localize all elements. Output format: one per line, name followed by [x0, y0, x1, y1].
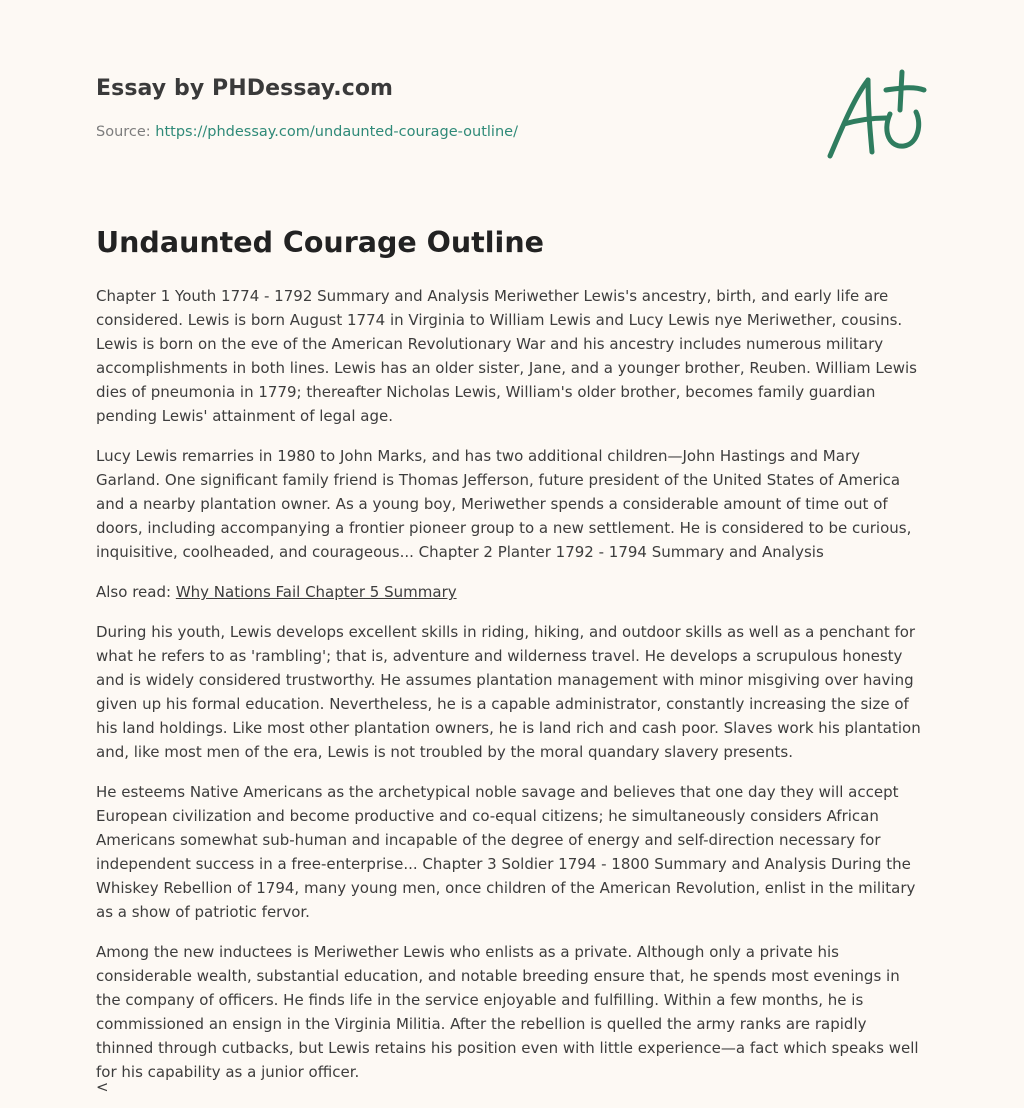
- paragraph: Among the new inductees is Meriwether Lewis who enlists as a private. Although only a private his considerable wealth, substantial education, and notable breeding ensure that, he spends most evenings in the company of officers. He finds life in the service enjoyable and fulfilling. Within a few months, he is commissioned an ensign in the Virginia Militia. After the rebellion is quelled the army ranks are rapidly thinned through cutbacks, but Lewis retains his position even with little experience—a fact which speaks well for his capability as a junior officer.: [96, 943, 919, 1081]
- source-link[interactable]: https://phdessay.com/undaunted-courage-outline/: [155, 124, 518, 140]
- paragraph: Lucy Lewis remarries in 1980 to John Marks, and has two additional children—John Hastings and Mary Garland. One significant family friend is Thomas Jefferson, future president of the United States of America and a nearby plantation owner. As a young boy, Meriwether spends a considerable amount of time out of doors, including accompanying a frontier pioneer group to a new settlement. He is considered to be curious, inquisitive, coolheaded, and courageous... Chapter 2 Planter 1792 - 1794 Summary and Analysis: [96, 447, 912, 561]
- site-brand: Essay by PHDessay.com: [96, 76, 394, 101]
- paragraph: Chapter 1 Youth 1774 - 1792 Summary and Analysis Meriwether Lewis's ancestry, birth, and early life are considered. Lewis is born August 1774 in Virginia to William Lewis and Lucy Lewis nye Meriwether, cousins. Lewis is born on the eve of the American Revolutionary War and his ancestry includes numerous military accomplishments in both lines. Lewis has an older sister, Jane, and a younger brother, Reuben. William Lewis dies of pneumonia in 1779; thereafter Nicholas Lewis, William's older brother, becomes family guardian pending Lewis' attainment of legal age.: [96, 287, 917, 425]
- article-body: [96, 284, 928, 1100]
- a-plus-logo-icon: [824, 68, 928, 164]
- source-label: Source:: [96, 124, 151, 140]
- paragraph: He esteems Native Americans as the archetypical noble savage and believes that one day they will accept European civilization and become productive and co-equal citizens; he simultaneously considers African Americans somewhat sub-human and incapable of the degree of energy and self-direction necessary for independent success in a free-enterprise... Chapter 3 Soldier 1794 - 1800 Summary and Analysis During the Whiskey Rebellion of 1794, many young men, once children of the American Revolution, enlist in the military as a show of patriotic fervor.: [96, 783, 916, 921]
- also-read-label: Also read:: [96, 583, 172, 601]
- article-title: Undaunted Courage Outline: [96, 226, 544, 259]
- also-read-link[interactable]: Why Nations Fail Chapter 5 Summary: [175, 583, 457, 601]
- page-header: [96, 76, 928, 176]
- paragraph: During his youth, Lewis develops excellent skills in riding, hiking, and outdoor skills as well as a penchant for what he refers to as 'rambling'; that is, adventure and wilderness travel. He develops a scrupulous honesty and is widely considered trustworthy. He assumes plantation management with minor misgiving over having given up his formal education. Nevertheless, he is a capable administrator, constantly increasing the size of his land holdings. Like most other plantation owners, he is land rich and cash poor. Slaves work his plantation and, like most men of the era, Lewis is not troubled by the moral quandary slavery presents.: [96, 623, 921, 761]
- prev-page-button[interactable]: <: [96, 1078, 109, 1096]
- also-read: [96, 580, 928, 604]
- source-line: [96, 124, 518, 140]
